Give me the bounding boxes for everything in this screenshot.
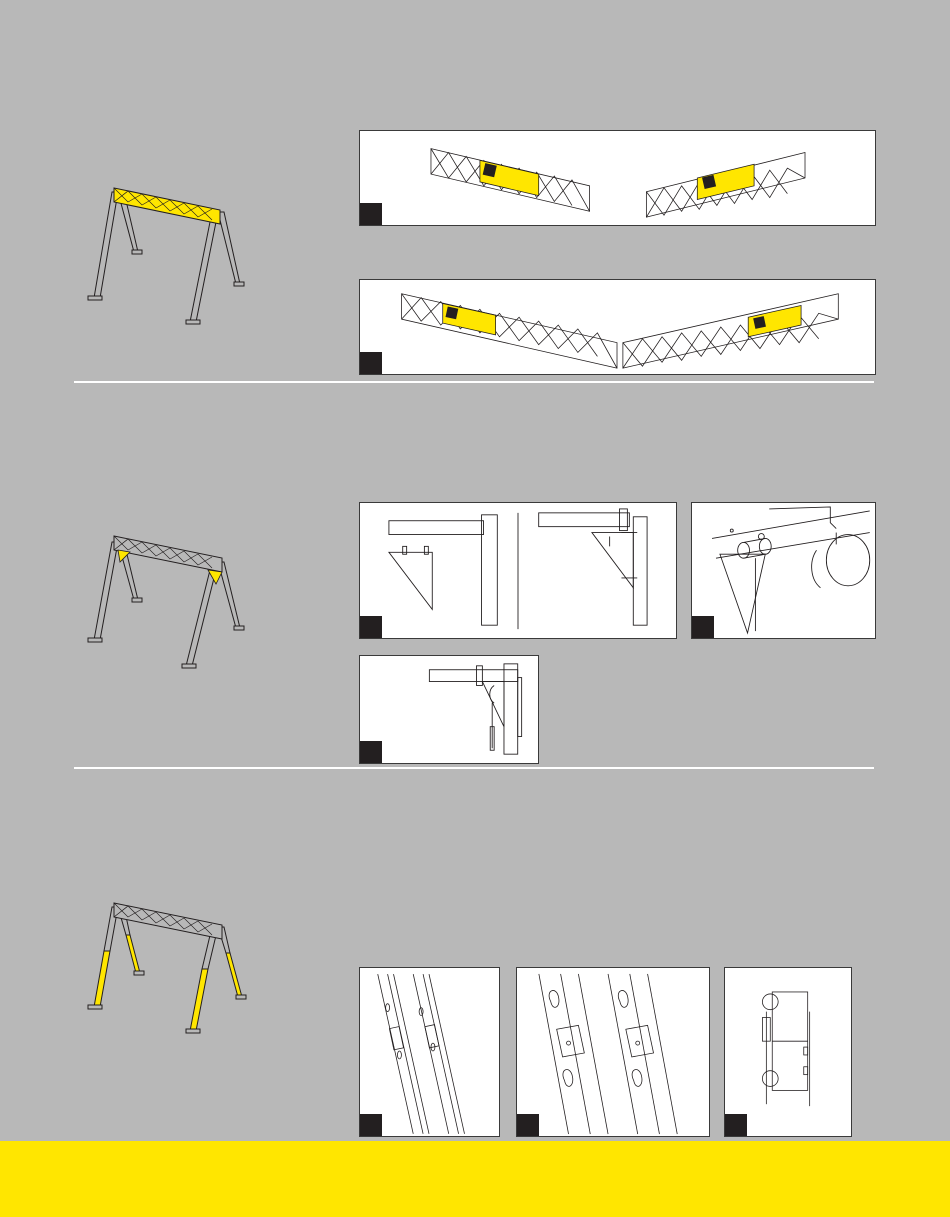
instruction-panel-3 [359, 502, 677, 639]
instruction-panel-7 [516, 967, 710, 1137]
instruction-panel-8 [724, 967, 852, 1137]
step-marker-5 [360, 741, 382, 763]
step-marker-6 [360, 1114, 382, 1136]
step-marker-3 [360, 616, 382, 638]
instruction-panel-1 [359, 130, 876, 226]
section-divider-1 [74, 381, 874, 383]
step-marker-2 [360, 352, 382, 374]
frame-overview-crossbeam [80, 180, 250, 330]
step-marker-7 [517, 1114, 539, 1136]
step-marker-1 [360, 203, 382, 225]
frame-overview-legs [80, 895, 250, 1045]
instruction-panel-2 [359, 279, 876, 375]
instruction-panel-5 [359, 655, 539, 764]
section-divider-2 [74, 767, 874, 769]
instruction-panel-4 [691, 502, 876, 639]
footer-band [0, 1141, 950, 1217]
step-marker-4 [692, 616, 714, 638]
frame-overview-brackets [80, 530, 250, 680]
step-marker-8 [725, 1114, 747, 1136]
instruction-panel-6 [359, 967, 500, 1137]
